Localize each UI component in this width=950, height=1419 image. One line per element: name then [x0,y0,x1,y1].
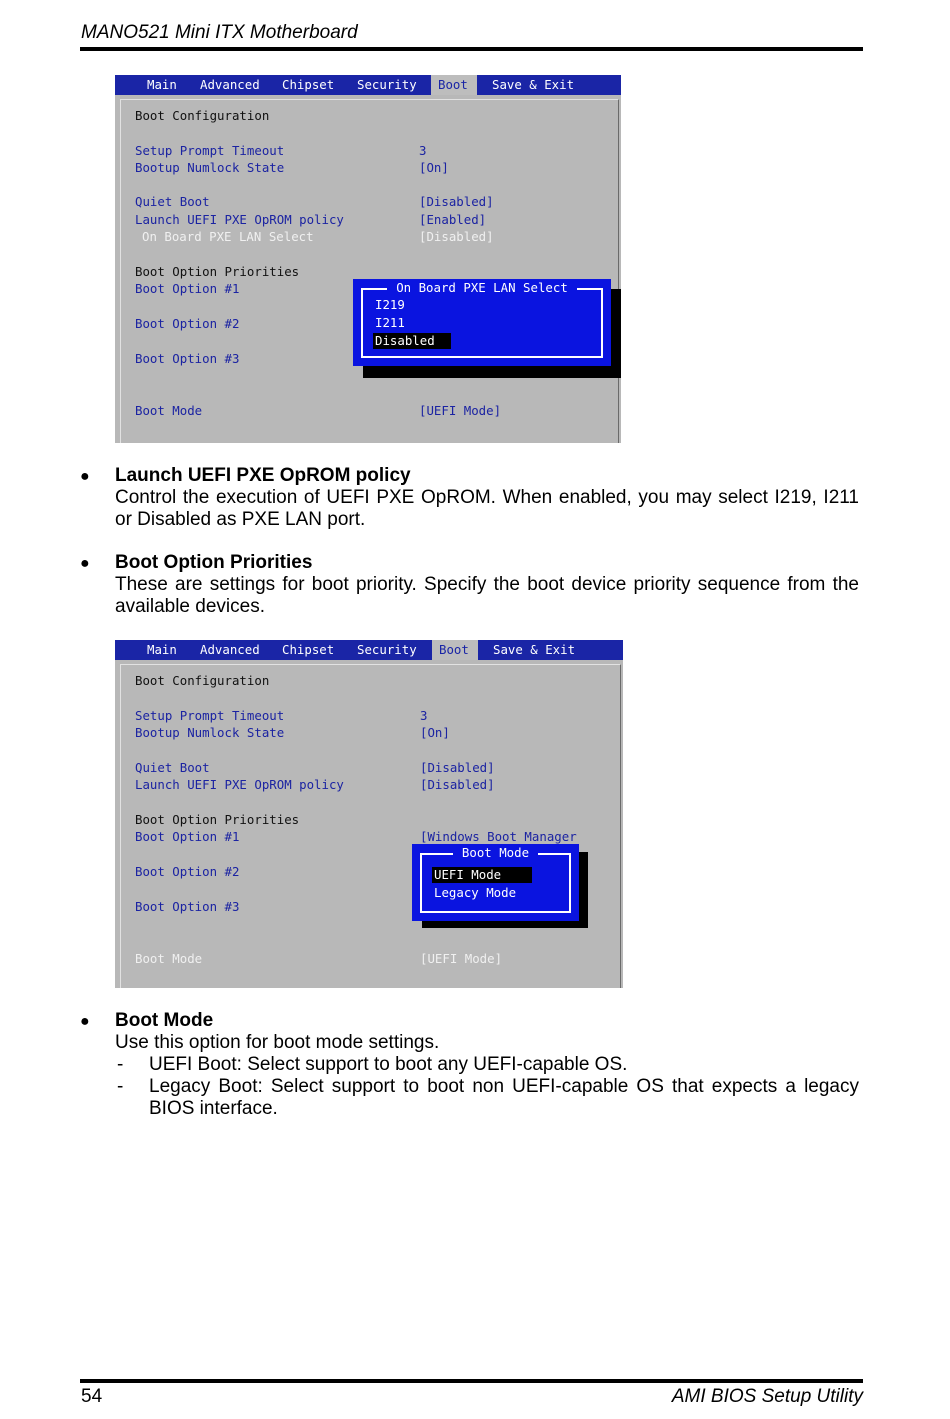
pxe-section-text: Control the execution of UEFI PXE OpROM. When enabled, you may select I219, I211 or Disabled as PXE LAN port. [115,487,859,530]
bios-screenshot-pxe-lan [115,75,621,443]
bootup-numlock-label[interactable]: Bootup Numlock State [135,160,285,175]
setup-prompt-timeout-value[interactable]: 3 [420,708,428,723]
bootup-numlock-label[interactable]: Bootup Numlock State [135,725,285,740]
pxe-policy-value[interactable]: [Disabled] [420,777,495,792]
boot-option-2-label[interactable]: Boot Option #2 [135,316,240,331]
pxe-lan-select-label[interactable]: On Board PXE LAN Select [142,229,314,244]
priorities-section-title: Boot Option Priorities [115,552,313,573]
list-dash: - [117,1054,124,1075]
popup-option-disabled[interactable]: Disabled [373,333,451,349]
boot-mode-label[interactable]: Boot Mode [135,403,203,418]
boot-option-3-label[interactable]: Boot Option #3 [135,899,240,914]
bootmode-legacy-item: Legacy Boot: Select support to boot non UEFI-capable OS that expects a legacy BIOS interface. [149,1076,859,1119]
bullet-icon: ● [80,555,90,572]
popup-title: Boot Mode [453,845,538,860]
popup-title: On Board PXE LAN Select [387,280,577,295]
page-header: MANO521 Mini ITX Motherboard [81,22,358,43]
page-footer: AMI BIOS Setup Utility [671,1386,863,1407]
tab-main[interactable]: Main [147,77,177,92]
boot-mode-value[interactable]: [UEFI Mode] [419,403,502,418]
tab-boot[interactable]: Boot [431,75,477,95]
pxe-policy-value[interactable]: [Enabled] [419,212,487,227]
tab-main[interactable]: Main [147,642,177,657]
bootup-numlock-value[interactable]: [On] [419,160,449,175]
quiet-boot-label[interactable]: Quiet Boot [135,194,210,209]
bootmode-uefi-item: UEFI Boot: Select support to boot any UEFI-capable OS. [149,1054,628,1075]
pxe-policy-label[interactable]: Launch UEFI PXE OpROM policy [135,212,344,227]
tab-save-exit[interactable]: Save & Exit [492,77,575,92]
popup-option-uefi-mode[interactable]: UEFI Mode [432,867,532,883]
setup-prompt-timeout-label[interactable]: Setup Prompt Timeout [135,708,285,723]
boot-option-1-value[interactable]: [Windows Boot Manager [420,829,577,844]
bios-screenshot-boot-mode [115,640,623,988]
bullet-icon: ● [80,468,90,485]
boot-option-1-label[interactable]: Boot Option #1 [135,829,240,844]
header-rule [80,47,863,51]
footer-rule [80,1379,863,1383]
tab-advanced[interactable]: Advanced [200,77,260,92]
tab-chipset[interactable]: Chipset [282,77,335,92]
quiet-boot-value[interactable]: [Disabled] [419,194,494,209]
pxe-policy-label[interactable]: Launch UEFI PXE OpROM policy [135,777,344,792]
bootmode-section-text: Use this option for boot mode settings. [115,1032,440,1053]
popup-option-i211[interactable]: I211 [375,315,405,330]
tab-save-exit[interactable]: Save & Exit [493,642,576,657]
setup-prompt-timeout-label[interactable]: Setup Prompt Timeout [135,143,285,158]
tab-chipset[interactable]: Chipset [282,642,335,657]
list-dash: - [117,1076,124,1097]
boot-mode-popup [412,844,579,921]
boot-configuration-heading: Boot Configuration [135,108,270,123]
quiet-boot-value[interactable]: [Disabled] [420,760,495,775]
tab-security[interactable]: Security [357,642,417,657]
boot-option-priorities-heading: Boot Option Priorities [135,264,300,279]
pxe-lan-select-value[interactable]: [Disabled] [419,229,494,244]
pxe-lan-select-popup [353,279,611,366]
tab-security[interactable]: Security [357,77,417,92]
boot-option-2-label[interactable]: Boot Option #2 [135,864,240,879]
bios-menu-bar [115,75,621,95]
boot-mode-label[interactable]: Boot Mode [135,951,203,966]
boot-option-priorities-heading: Boot Option Priorities [135,812,300,827]
bios-menu-bar [115,640,623,660]
tab-advanced[interactable]: Advanced [200,642,260,657]
popup-option-legacy-mode[interactable]: Legacy Mode [434,885,517,900]
bullet-icon: ● [80,1013,90,1030]
boot-option-1-label[interactable]: Boot Option #1 [135,281,240,296]
boot-mode-value[interactable]: [UEFI Mode] [420,951,503,966]
priorities-section-text: These are settings for boot priority. Specify the boot device priority sequence from the available devices. [115,574,859,617]
tab-boot[interactable]: Boot [432,640,478,660]
boot-configuration-heading: Boot Configuration [135,673,270,688]
bootup-numlock-value[interactable]: [On] [420,725,450,740]
quiet-boot-label[interactable]: Quiet Boot [135,760,210,775]
pxe-section-title: Launch UEFI PXE OpROM policy [115,465,411,486]
page-number: 54 [81,1386,103,1407]
popup-frame [420,853,571,913]
setup-prompt-timeout-value[interactable]: 3 [419,143,427,158]
bootmode-section-title: Boot Mode [115,1010,214,1031]
popup-option-i219[interactable]: I219 [375,297,405,312]
boot-option-3-label[interactable]: Boot Option #3 [135,351,240,366]
